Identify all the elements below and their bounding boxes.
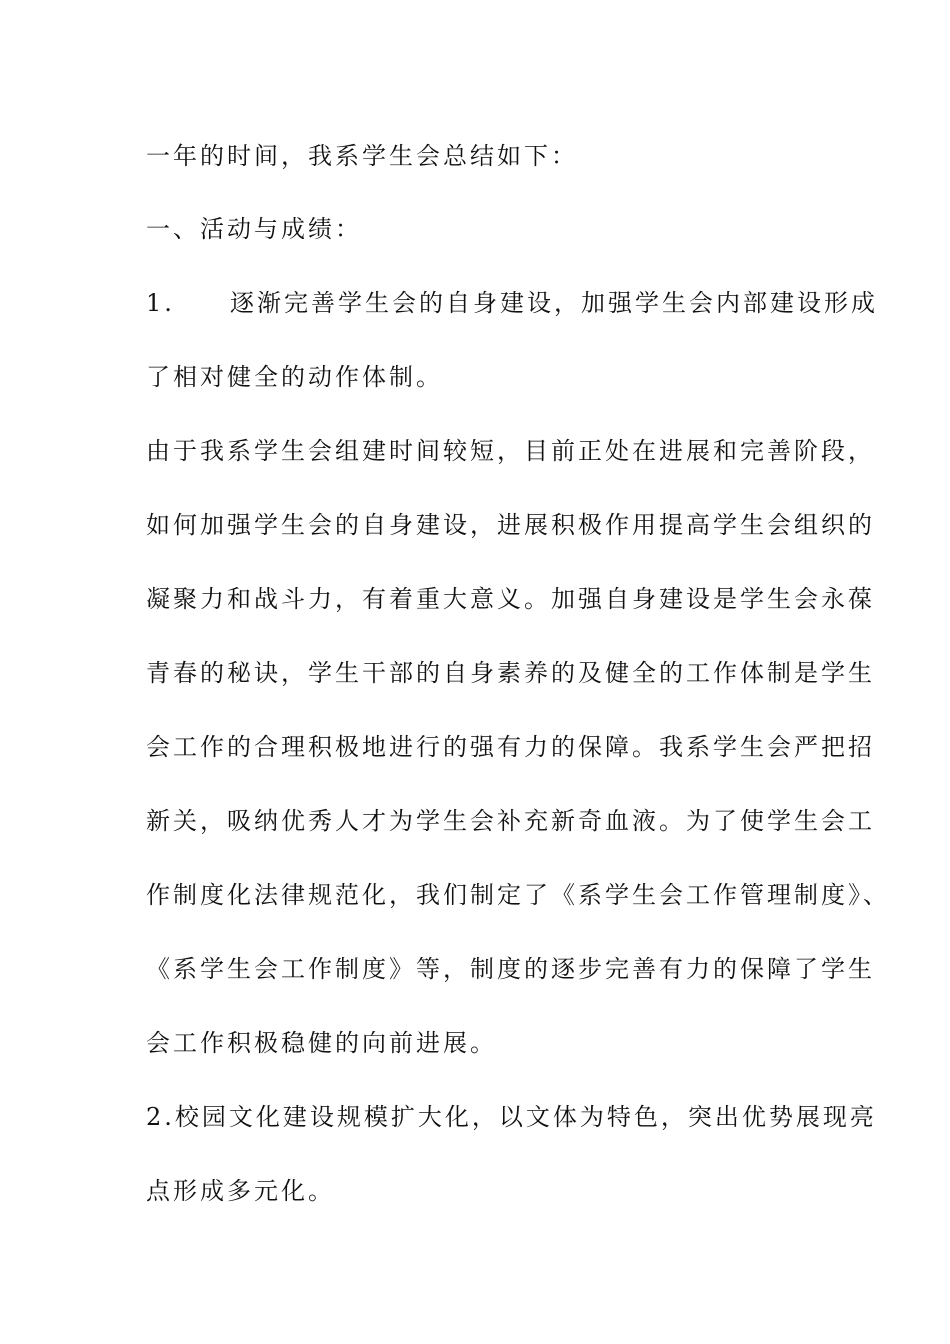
paragraph-line: 凝聚力和战斗力，有着重大意义。加强自身建设是学生会永葆	[146, 585, 875, 613]
item1-line2: 了相对健全的动作体制。	[146, 363, 443, 391]
paragraph-line: 青春的秘诀，学生干部的自身素养的及健全的工作体制是学生	[146, 659, 875, 687]
paragraph-line: 如何加强学生会的自身建设，进展积极作用提高学生会组织的	[146, 511, 875, 539]
paragraph-line: 《系学生会工作制度》等，制度的逐步完善有力的保障了学生	[146, 955, 875, 983]
item1-text: 逐渐完善学生会的自身建设，加强学生会内部建设形成	[230, 289, 878, 317]
paragraph-line: 作制度化法律规范化，我们制定了《系学生会工作管理制度》、	[146, 881, 890, 909]
intro-line: 一年的时间，我系学生会总结如下：	[146, 142, 578, 170]
item1-line1	[146, 287, 878, 319]
paragraph-line: 新关，吸纳优秀人才为学生会补充新奇血液。为了使学生会工	[146, 807, 875, 835]
paragraph-line: 由于我系学生会组建时间较短，目前正处在进展和完善阶段，	[146, 437, 875, 465]
item2-line1: 2.校园文化建设规模扩大化，以文体为特色，突出优势展现亮	[146, 1103, 877, 1131]
paragraph-line: 会工作的合理积极地进行的强有力的保障。我系学生会严把招	[146, 733, 875, 761]
item1-number: 1.	[146, 289, 175, 317]
section-heading: 一、活动与成绩：	[146, 215, 362, 243]
item2-line2: 点形成多元化。	[146, 1177, 335, 1205]
paragraph-line: 会工作积极稳健的向前进展。	[146, 1029, 497, 1057]
